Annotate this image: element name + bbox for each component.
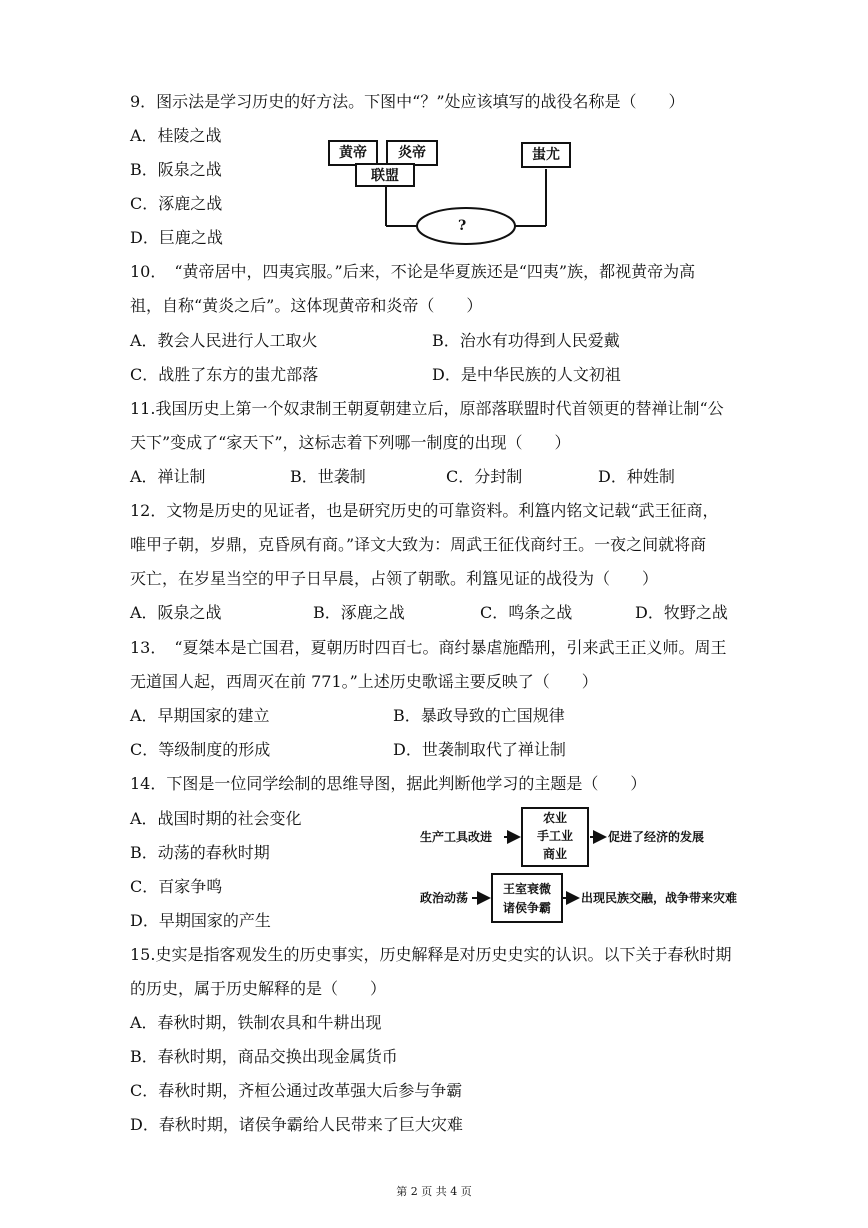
q13-stem-line1: 13． “夏桀本是亡国君，夏朝历时四百七。商纣暴虐施酷刑，引来武王正义师。周王 <box>130 638 727 657</box>
q11-option-a: A．禅让制 <box>130 467 206 486</box>
mindmap-arrows <box>420 800 765 930</box>
q13-option-c: C．等级制度的形成 <box>130 740 271 759</box>
q9-option-a: A．桂陵之战 <box>130 126 222 145</box>
mindmap-hegemony: 诸侯争霸 <box>502 901 551 915</box>
q15-stem-line1: 15.史实是指客观发生的历史事实，历史解释是对历史史实的认识。以下关于春秋时期 <box>130 945 732 964</box>
page-footer: 第 2 页 共 4 页 <box>396 1185 472 1198</box>
mindmap-row1-left: 生产工具改进 <box>420 830 493 844</box>
q11-stem-line1: 11.我国历史上第一个奴隶制王朝夏朝建立后，原部落联盟时代首领更的替禅让制“公 <box>130 399 724 418</box>
q12-option-d: D．牧野之战 <box>635 603 728 622</box>
q9-option-c: C．涿鹿之战 <box>130 194 223 213</box>
q15-option-a: A．春秋时期，铁制农具和牛耕出现 <box>130 1013 382 1032</box>
battle-question-mark: ? <box>458 218 467 234</box>
q9-diagram <box>320 135 580 250</box>
q10-stem-line1: 10． “黄帝居中，四夷宾服。”后来，不论是华夏族还是“四夷”族，都视黄帝为高 <box>130 262 696 281</box>
q14-option-d: D．早期国家的产生 <box>130 911 271 930</box>
q10-option-a: A．教会人民进行人工取火 <box>130 331 318 350</box>
q12-option-a: A．阪泉之战 <box>130 603 222 622</box>
q14-option-a: A．战国时期的社会变化 <box>130 809 302 828</box>
chiyou-box: 蚩尤 <box>521 142 571 168</box>
q12-stem-line3: 灭亡，在岁星当空的甲子日早晨，占领了朝歌。利簋见证的战役为（ ） <box>130 569 659 588</box>
q12-option-c: C．鸣条之战 <box>480 603 573 622</box>
mindmap-row1-box <box>521 807 589 867</box>
q15-option-c: C．春秋时期，齐桓公通过改革强大后参与争霸 <box>130 1081 463 1100</box>
huangdi-box: 黄帝 <box>328 140 378 166</box>
mindmap-commerce: 商业 <box>542 847 567 861</box>
q14-option-c: C．百家争鸣 <box>130 877 223 896</box>
yandi-box: 炎帝 <box>386 140 438 166</box>
q13-option-d: D．世袭制取代了禅让制 <box>393 740 566 759</box>
mindmap-row1-right: 促进了经济的发展 <box>608 830 705 844</box>
q11-option-c: C．分封制 <box>446 467 523 486</box>
q15-option-b: B．春秋时期，商品交换出现金属货币 <box>130 1047 398 1066</box>
q12-option-b: B．涿鹿之战 <box>313 603 405 622</box>
q9-stem: 9．图示法是学习历史的好方法。下图中“？”处应该填写的战役名称是（ ） <box>130 92 685 111</box>
q13-option-a: A．早期国家的建立 <box>130 706 270 725</box>
mindmap-row2-left: 政治动荡 <box>420 891 469 905</box>
q9-option-b: B．阪泉之战 <box>130 160 222 179</box>
q13-option-b: B．暴政导致的亡国规律 <box>393 706 565 725</box>
q14-mindmap <box>420 800 765 930</box>
q10-option-c: C．战胜了东方的蚩尤部落 <box>130 365 319 384</box>
q14-option-b: B．动荡的春秋时期 <box>130 843 270 862</box>
q12-stem-line1: 12．文物是历史的见证者，也是研究历史的可靠资料。利簋内铭文记载“武王征商， <box>130 501 719 520</box>
q10-stem-line2: 祖，自称“黄炎之后”。这体现黄帝和炎帝（ ） <box>130 296 483 315</box>
mindmap-handicraft: 手工业 <box>536 829 573 843</box>
q9-option-d: D．巨鹿之战 <box>130 228 223 247</box>
q10-option-d: D．是中华民族的人文初祖 <box>432 365 621 384</box>
q13-stem-line2: 无道国人起，西周灭在前 771。”上述历史歌谣主要反映了（ ） <box>130 672 598 691</box>
alliance-box: 联盟 <box>355 163 415 187</box>
mindmap-row2-box <box>491 873 563 923</box>
mindmap-royal-decline: 王室衰微 <box>502 882 551 896</box>
q12-stem-line2: 唯甲子朝，岁鼎，克昏夙有商。”译文大致为：周武王征伐商纣王。一夜之间就将商 <box>130 535 707 554</box>
q11-option-b: B．世袭制 <box>290 467 366 486</box>
q11-option-d: D．种姓制 <box>598 467 675 486</box>
q15-option-d: D．春秋时期，诸侯争霸给人民带来了巨大灾难 <box>130 1115 463 1134</box>
q15-stem-line2: 的历史，属于历史解释的是（ ） <box>130 979 387 998</box>
mindmap-agriculture: 农业 <box>542 811 567 825</box>
q11-stem-line2: 天下”变成了“家天下”，这标志着下列哪一制度的出现（ ） <box>130 433 571 452</box>
mindmap-row2-right: 出现民族交融，战争带来灾难 <box>581 891 738 905</box>
q10-option-b: B．治水有功得到人民爱戴 <box>432 331 620 350</box>
q14-stem: 14．下图是一位同学绘制的思维导图，据此判断他学习的主题是（ ） <box>130 774 647 793</box>
